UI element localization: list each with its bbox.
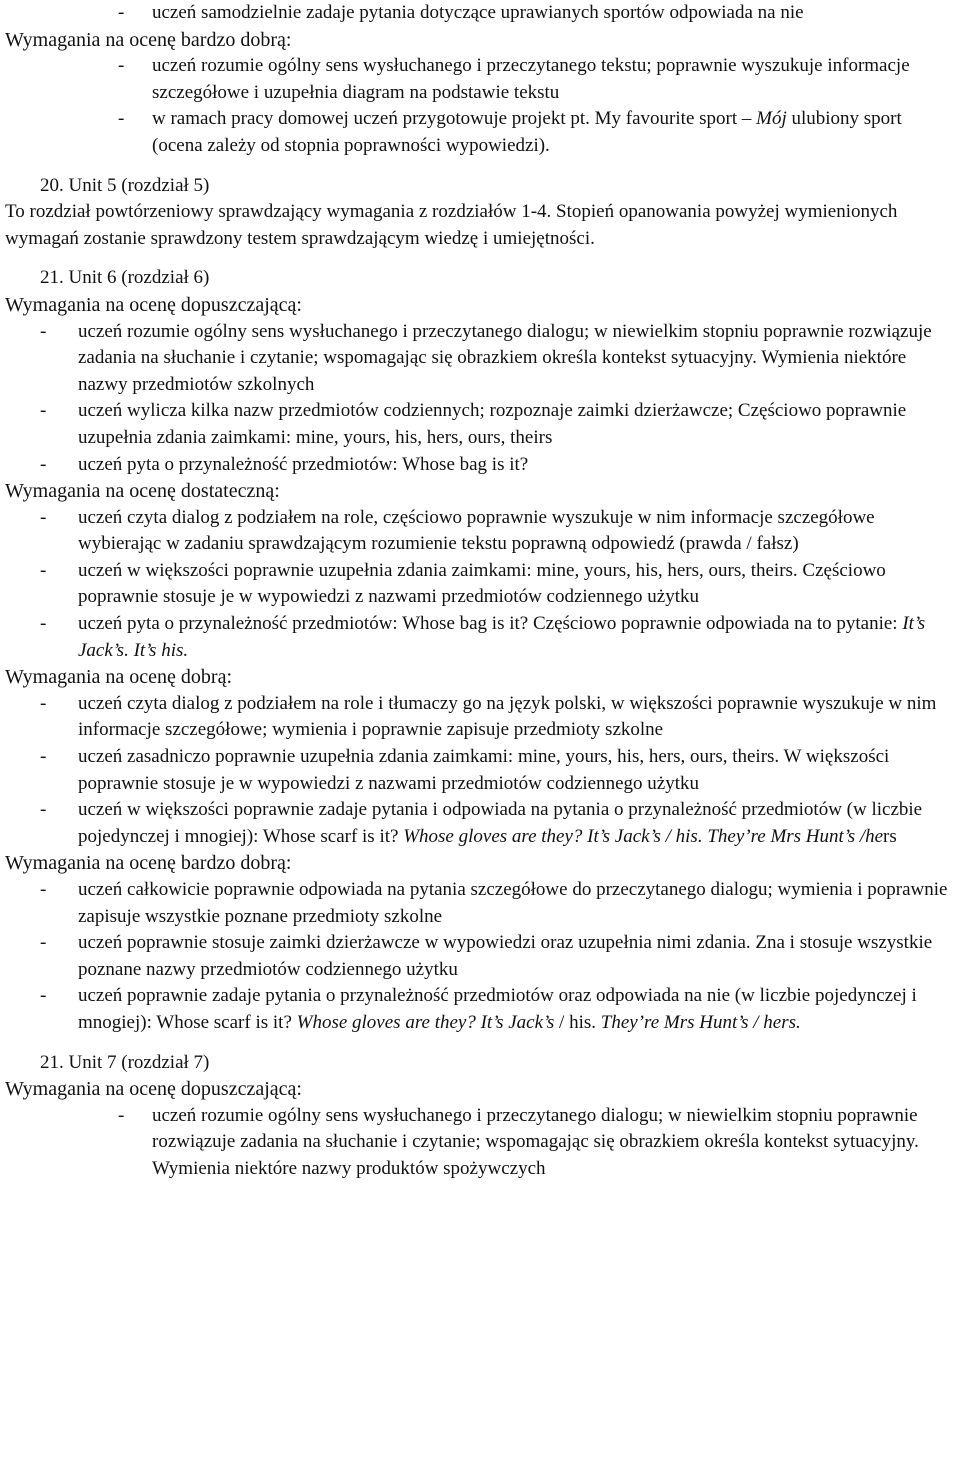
bullet-dash: -	[40, 559, 47, 581]
list-item	[0, 106, 960, 159]
heading-dopuszczajaca: Wymagania na ocenę dopuszczającą:	[5, 293, 302, 316]
item-text: uczeń pyta o przynależność przedmiotów: Whose bag is it?	[78, 453, 529, 475]
heading-bardzo-dobra: Wymagania na ocenę bardzo dobrą:	[5, 28, 292, 51]
bullet-dash: -	[118, 108, 125, 130]
bullet-dash: -	[40, 746, 47, 768]
item-text: / his.	[554, 1011, 601, 1033]
list-item	[0, 53, 960, 106]
item-text-italic: Mój	[756, 108, 787, 130]
item-text: uczeń pyta o przynależność przedmiotów: Whose bag is it? Częściowo poprawnie odpowiada na to pytanie:	[78, 613, 903, 635]
list-item	[0, 797, 960, 850]
item-text: uczeń całkowicie poprawnie odpowiada na pytania szczegółowe do przeczytanego dialogu; wymienia i poprawnie zapisuje wszystkie poznane przedmioty szkolne	[78, 879, 948, 927]
list-item	[0, 877, 960, 930]
bullet-dash: -	[118, 55, 125, 77]
item-text: uczeń wylicza kilka nazw przedmiotów codziennych; rozpoznaje zaimki dzierżawcze; Częściowo poprawnie uzupełnia zdania zaimkami: mine, yours, his, hers, ours, theirs	[78, 400, 907, 448]
list-item	[0, 505, 960, 558]
unit5-paragraph: To rozdział powtórzeniowy sprawdzający wymagania z rozdziałów 1-4. Stopień opanowania powyżej wymienionych wymagań zostanie sprawdzony testem sprawdzającym wiedzę i umiejętności.	[5, 201, 898, 249]
bullet-dash: -	[40, 320, 47, 342]
item-text: w ramach pracy domowej uczeń przygotowuje projekt pt. My favourite sport –	[152, 108, 757, 130]
bullet-dash: -	[40, 506, 47, 528]
list-item	[0, 398, 960, 451]
bullet-dash: -	[40, 985, 47, 1007]
heading-dobra: Wymagania na ocenę dobrą:	[5, 666, 233, 689]
bullet-dash: -	[118, 2, 125, 23]
section-title-unit5: 20. Unit 5 (rozdział 5)	[40, 174, 210, 196]
list-item	[0, 319, 960, 399]
item-text: uczeń rozumie ogólny sens wysłuchanego i przeczytanego dialogu; w niewielkim stopniu poprawnie rozwiązuje zadania na słuchanie i czytanie; wspomagając się obrazkiem określa kontekst sytuacyjny. Wymienia niektóre nazwy produktów spożywczych	[152, 1104, 919, 1179]
list-item	[0, 611, 960, 664]
item-text: uczeń rozumie ogólny sens wysłuchanego i przeczytanego dialogu; w niewielkim stopniu poprawnie rozwiązuje zadania na słuchanie i czytanie; wspomagając się obrazkiem określa kontekst sytuacyjny. Wymienia niektóre nazwy przedmiotów szkolnych	[78, 320, 932, 395]
item-text-italic: Whose gloves are they? It’s Jack’s / his. They’re Mrs Hunt’s /he	[403, 825, 884, 847]
heading-dopuszczajaca: Wymagania na ocenę dopuszczającą:	[5, 1078, 302, 1101]
bullet-dash: -	[40, 613, 47, 635]
section-title-unit6: 21. Unit 6 (rozdział 6)	[40, 267, 210, 289]
list-item	[0, 744, 960, 797]
bullet-dash: -	[40, 453, 47, 475]
item-text: uczeń rozumie ogólny sens wysłuchanego i przeczytanego tekstu; poprawnie wyszukuje informacje szczegółowe i uzupełnia diagram na podstawie tekstu	[152, 55, 910, 103]
item-text: uczeń czyta dialog z podziałem na role, częściowo poprawnie wyszukuje w nim informacje szczegółowe wybierając w zadaniu sprawdzającym rozumienie tekstu poprawną odpowiedź (prawda / fałsz)	[78, 506, 875, 555]
item-text: uczeń poprawnie zadaje pytania o przynależność przedmiotów oraz odpowiada na nie (w liczbie pojedynczej i mnogiej): Whose scarf is it?	[78, 985, 917, 1033]
bullet-dash: -	[40, 400, 47, 422]
item-text: uczeń zasadniczo poprawnie uzupełnia zdania zaimkami: mine, yours, his, hers, ours, theirs. W większości poprawnie stosuje je w wypowiedzi z nazwami przedmiotów codziennego użytku	[78, 746, 890, 794]
bullet-dash: -	[40, 932, 47, 954]
bullet-dash: -	[40, 692, 47, 714]
item-text-italic: Whose gloves are they? It’s Jack’s	[296, 1011, 555, 1033]
heading-bardzo-dobra: Wymagania na ocenę bardzo dobrą:	[5, 852, 292, 875]
bullet-dash: -	[40, 799, 47, 821]
item-text: uczeń w większości poprawnie uzupełnia zdania zaimkami: mine, yours, his, hers, ours, theirs. Częściowo poprawnie stosuje je w wypowiedzi z nazwami przedmiotów codziennego użytku	[78, 559, 886, 608]
item-text: rs	[883, 825, 897, 847]
list-item	[0, 691, 960, 744]
bullet-dash: -	[118, 1104, 125, 1126]
item-text-italic: It’s Jack’s. It’s his.	[78, 613, 926, 661]
heading-dostateczna: Wymagania na ocenę dostateczną:	[5, 480, 280, 503]
list-item	[0, 930, 960, 983]
item-text-italic: They’re Mrs Hunt’s / hers.	[600, 1011, 801, 1033]
list-item	[0, 452, 960, 479]
item-text: uczeń poprawnie stosuje zaimki dzierżawcze w wypowiedzi oraz uzupełnia nimi zdania. Zna i stosuje wszystkie poznane nazwy przedmiotów codziennego użytku	[78, 932, 933, 980]
list-item	[0, 983, 960, 1036]
list-item	[0, 558, 960, 611]
list-item	[0, 0, 960, 27]
item-text: uczeń w większości poprawnie zadaje pytania i odpowiada na pytania o przynależność przedmiotów (w liczbie pojedynczej i mnogiej): Whose scarf is it?	[78, 799, 923, 847]
list-item	[0, 1103, 960, 1183]
section-title-unit7: 21. Unit 7 (rozdział 7)	[40, 1051, 210, 1073]
item-text: ulubiony sport (ocena zależy od stopnia poprawności wypowiedzi).	[152, 108, 902, 156]
item-text: uczeń samodzielnie zadaje pytania dotyczące uprawianych sportów odpowiada na nie	[152, 2, 804, 23]
bullet-dash: -	[40, 879, 47, 900]
item-text: uczeń czyta dialog z podziałem na role i tłumaczy go na język polski, w większości poprawnie wyszukuje w nim informacje szczegółowe; wymienia i poprawnie zapisuje przedmioty szkolne	[78, 692, 937, 741]
